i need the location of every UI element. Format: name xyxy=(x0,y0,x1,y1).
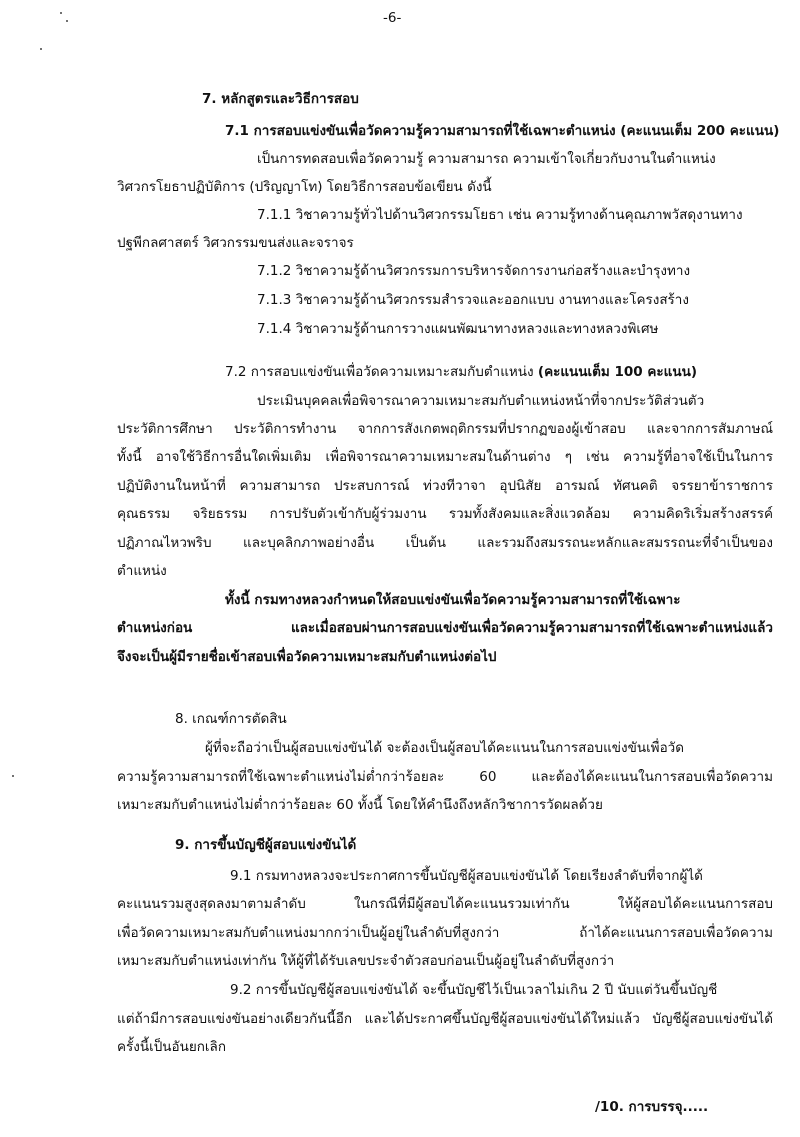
paragraph-line: เหมาะสมกับตำแหน่งไม่ต่ำกว่าร้อยละ 60 ทั้งนี้ โดยให้คำนึงถึงหลักวิชาการวัดผลด้วย xyxy=(117,797,603,813)
list-item: 7.1.1 วิชาความรู้ทั่วไปด้านวิศวกรรมโยธา เช่น ความรู้ทางด้านคุณภาพวัสดุงานทาง xyxy=(257,207,743,223)
note-line: ทั้งนี้ กรมทางหลวงกำหนดให้สอบแข่งขันเพื่อวัดความรู้ความสามารถที่ใช้เฉพาะ xyxy=(225,592,681,608)
list-item: 7.1.4 วิชาความรู้ด้านการวางแผนพัฒนาทางหลวงและทางหลวงพิเศษ xyxy=(257,321,659,337)
section-9-heading: 9. การขึ้นบัญชีผู้สอบแข่งขันได้ xyxy=(175,837,357,853)
note-line: ตำแหน่งก่อน และเมื่อสอบผ่านการสอบแข่งขันเพื่อวัดความรู้ความสามารถที่ใช้เฉพาะตำแหน่งแล้ว xyxy=(117,620,773,636)
section-7-1-heading: 7.1 การสอบแข่งขันเพื่อวัดความรู้ความสามารถที่ใช้เฉพาะตำแหน่ง (คะแนนเต็ม 200 คะแนน) xyxy=(225,123,780,139)
scan-speck xyxy=(40,48,42,50)
note-line: จึงจะเป็นผู้มีรายชื่อเข้าสอบเพื่อวัดความเหมาะสมกับตำแหน่งต่อไป xyxy=(117,649,497,665)
paragraph-line: ความรู้ความสามารถที่ใช้เฉพาะตำแหน่งไม่ต่ำกว่าร้อยละ 60 และต้องได้คะแนนในการสอบเพื่อวัดความ xyxy=(117,769,773,785)
section-8-heading: 8. เกณฑ์การตัดสิน xyxy=(175,711,287,727)
paragraph-line: แต่ถ้ามีการสอบแข่งขันอย่างเดียวกันนี้อีก และได้ประกาศขึ้นบัญชีผู้สอบแข่งขันได้ใหม่แล้ว บัญชีผู้สอบแข่งขันได้ xyxy=(117,1011,773,1027)
section-7-2-heading xyxy=(225,362,697,382)
paragraph-line: ทั้งนี้ อาจใช้วิธีการอื่นใดเพิ่มเติม เพื่อพิจารณาความเหมาะสมในด้านต่าง ๆ เช่น ความรู้ที่อาจใช้เป็นในการ xyxy=(117,449,773,465)
paragraph-line: คุณธรรม จริยธรรม การปรับตัวเข้ากับผู้ร่วมงาน รวมทั้งสังคมและสิ่งแวดล้อม ความคิดริเริ่มสร้างสรรค์ xyxy=(117,506,773,522)
page-number: -6- xyxy=(383,10,402,26)
paragraph-line: 9.1 กรมทางหลวงจะประกาศการขึ้นบัญชีผู้สอบแข่งขันได้ โดยเรียงลำดับที่จากผู้ได้ xyxy=(230,868,703,884)
paragraph-line: เป็นการทดสอบเพื่อวัดความรู้ ความสามารถ ความเข้าใจเกี่ยวกับงานในตำแหน่ง xyxy=(257,151,716,167)
scan-speck xyxy=(60,12,62,14)
list-item: 7.1.2 วิชาความรู้ด้านวิศวกรรมการบริหารจัดการงานก่อสร้างและบำรุงทาง xyxy=(257,263,691,279)
paragraph-line: เหมาะสมกับตำแหน่งเท่ากัน ให้ผู้ที่ได้รับเลขประจำตัวสอบก่อนเป็นผู้อยู่ในลำดับที่สูงกว่า xyxy=(117,953,615,969)
paragraph-line: ประเมินบุคคลเพื่อพิจารณาความเหมาะสมกับตำแหน่งหน้าที่จากประวัติส่วนตัว xyxy=(257,393,705,409)
paragraph-line: ครั้งนี้เป็นอันยกเลิก xyxy=(117,1039,226,1055)
section-7-2-score: (คะแนนเต็ม 100 คะแนน) xyxy=(537,364,697,380)
paragraph-line: ตำแหน่ง xyxy=(117,563,167,579)
paragraph-line: ปฏิบัติงานในหน้าที่ ความสามารถ ประสบการณ์ ท่วงทีวาจา อุปนิสัย อารมณ์ ทัศนคติ จรรยาข้าราชการ xyxy=(117,478,773,494)
paragraph-line: ผู้ที่จะถือว่าเป็นผู้สอบแข่งขันได้ จะต้องเป็นผู้สอบได้คะแนนในการสอบแข่งขันเพื่อวัด xyxy=(205,740,685,756)
list-item: 7.1.3 วิชาความรู้ด้านวิศวกรรมสำรวจและออกแบบ งานทางและโครงสร้าง xyxy=(257,292,689,308)
paragraph-line: ประวัติการศึกษา ประวัติการทำงาน จากการสังเกตพฤติกรรมที่ปรากฏของผู้เข้าสอบ และจากการสัมภาษณ์ xyxy=(117,421,773,437)
list-item: ปฐพีกลศาสตร์ วิศวกรรมขนส่งและจราจร xyxy=(117,235,354,251)
paragraph-line: ปฏิภาณไหวพริบ และบุคลิกภาพอย่างอื่น เป็นต้น และรวมถึงสมรรถนะหลักและสมรรถนะที่จำเป็นของ xyxy=(117,535,773,551)
section-7-heading: 7. หลักสูตรและวิธีการสอบ xyxy=(202,91,359,107)
scan-speck xyxy=(12,775,14,777)
paragraph-line: วิศวกรโยธาปฏิบัติการ (ปริญญาโท) โดยวิธีการสอบข้อเขียน ดังนี้ xyxy=(117,179,492,195)
paragraph-line: 9.2 การขึ้นบัญชีผู้สอบแข่งขันได้ จะขึ้นบัญชีไว้เป็นเวลาไม่เกิน 2 ปี นับแต่วันขึ้นบัญชี xyxy=(230,982,718,998)
continuation-note: /10. การบรรจุ..... xyxy=(595,1099,709,1115)
section-7-2-title: 7.2 การสอบแข่งขันเพื่อวัดความเหมาะสมกับตำแหน่ง xyxy=(225,364,538,380)
paragraph-line: เพื่อวัดความเหมาะสมกับตำแหน่งมากกว่าเป็นผู้อยู่ในลำดับที่สูงกว่า ถ้าได้คะแนนการสอบเพื่อวัดความ xyxy=(117,925,773,941)
scan-speck xyxy=(66,20,68,22)
paragraph-line: คะแนนรวมสูงสุดลงมาตามลำดับ ในกรณีที่มีผู้สอบได้คะแนนรวมเท่ากัน ให้ผู้สอบได้คะแนนการสอบ xyxy=(117,896,773,912)
